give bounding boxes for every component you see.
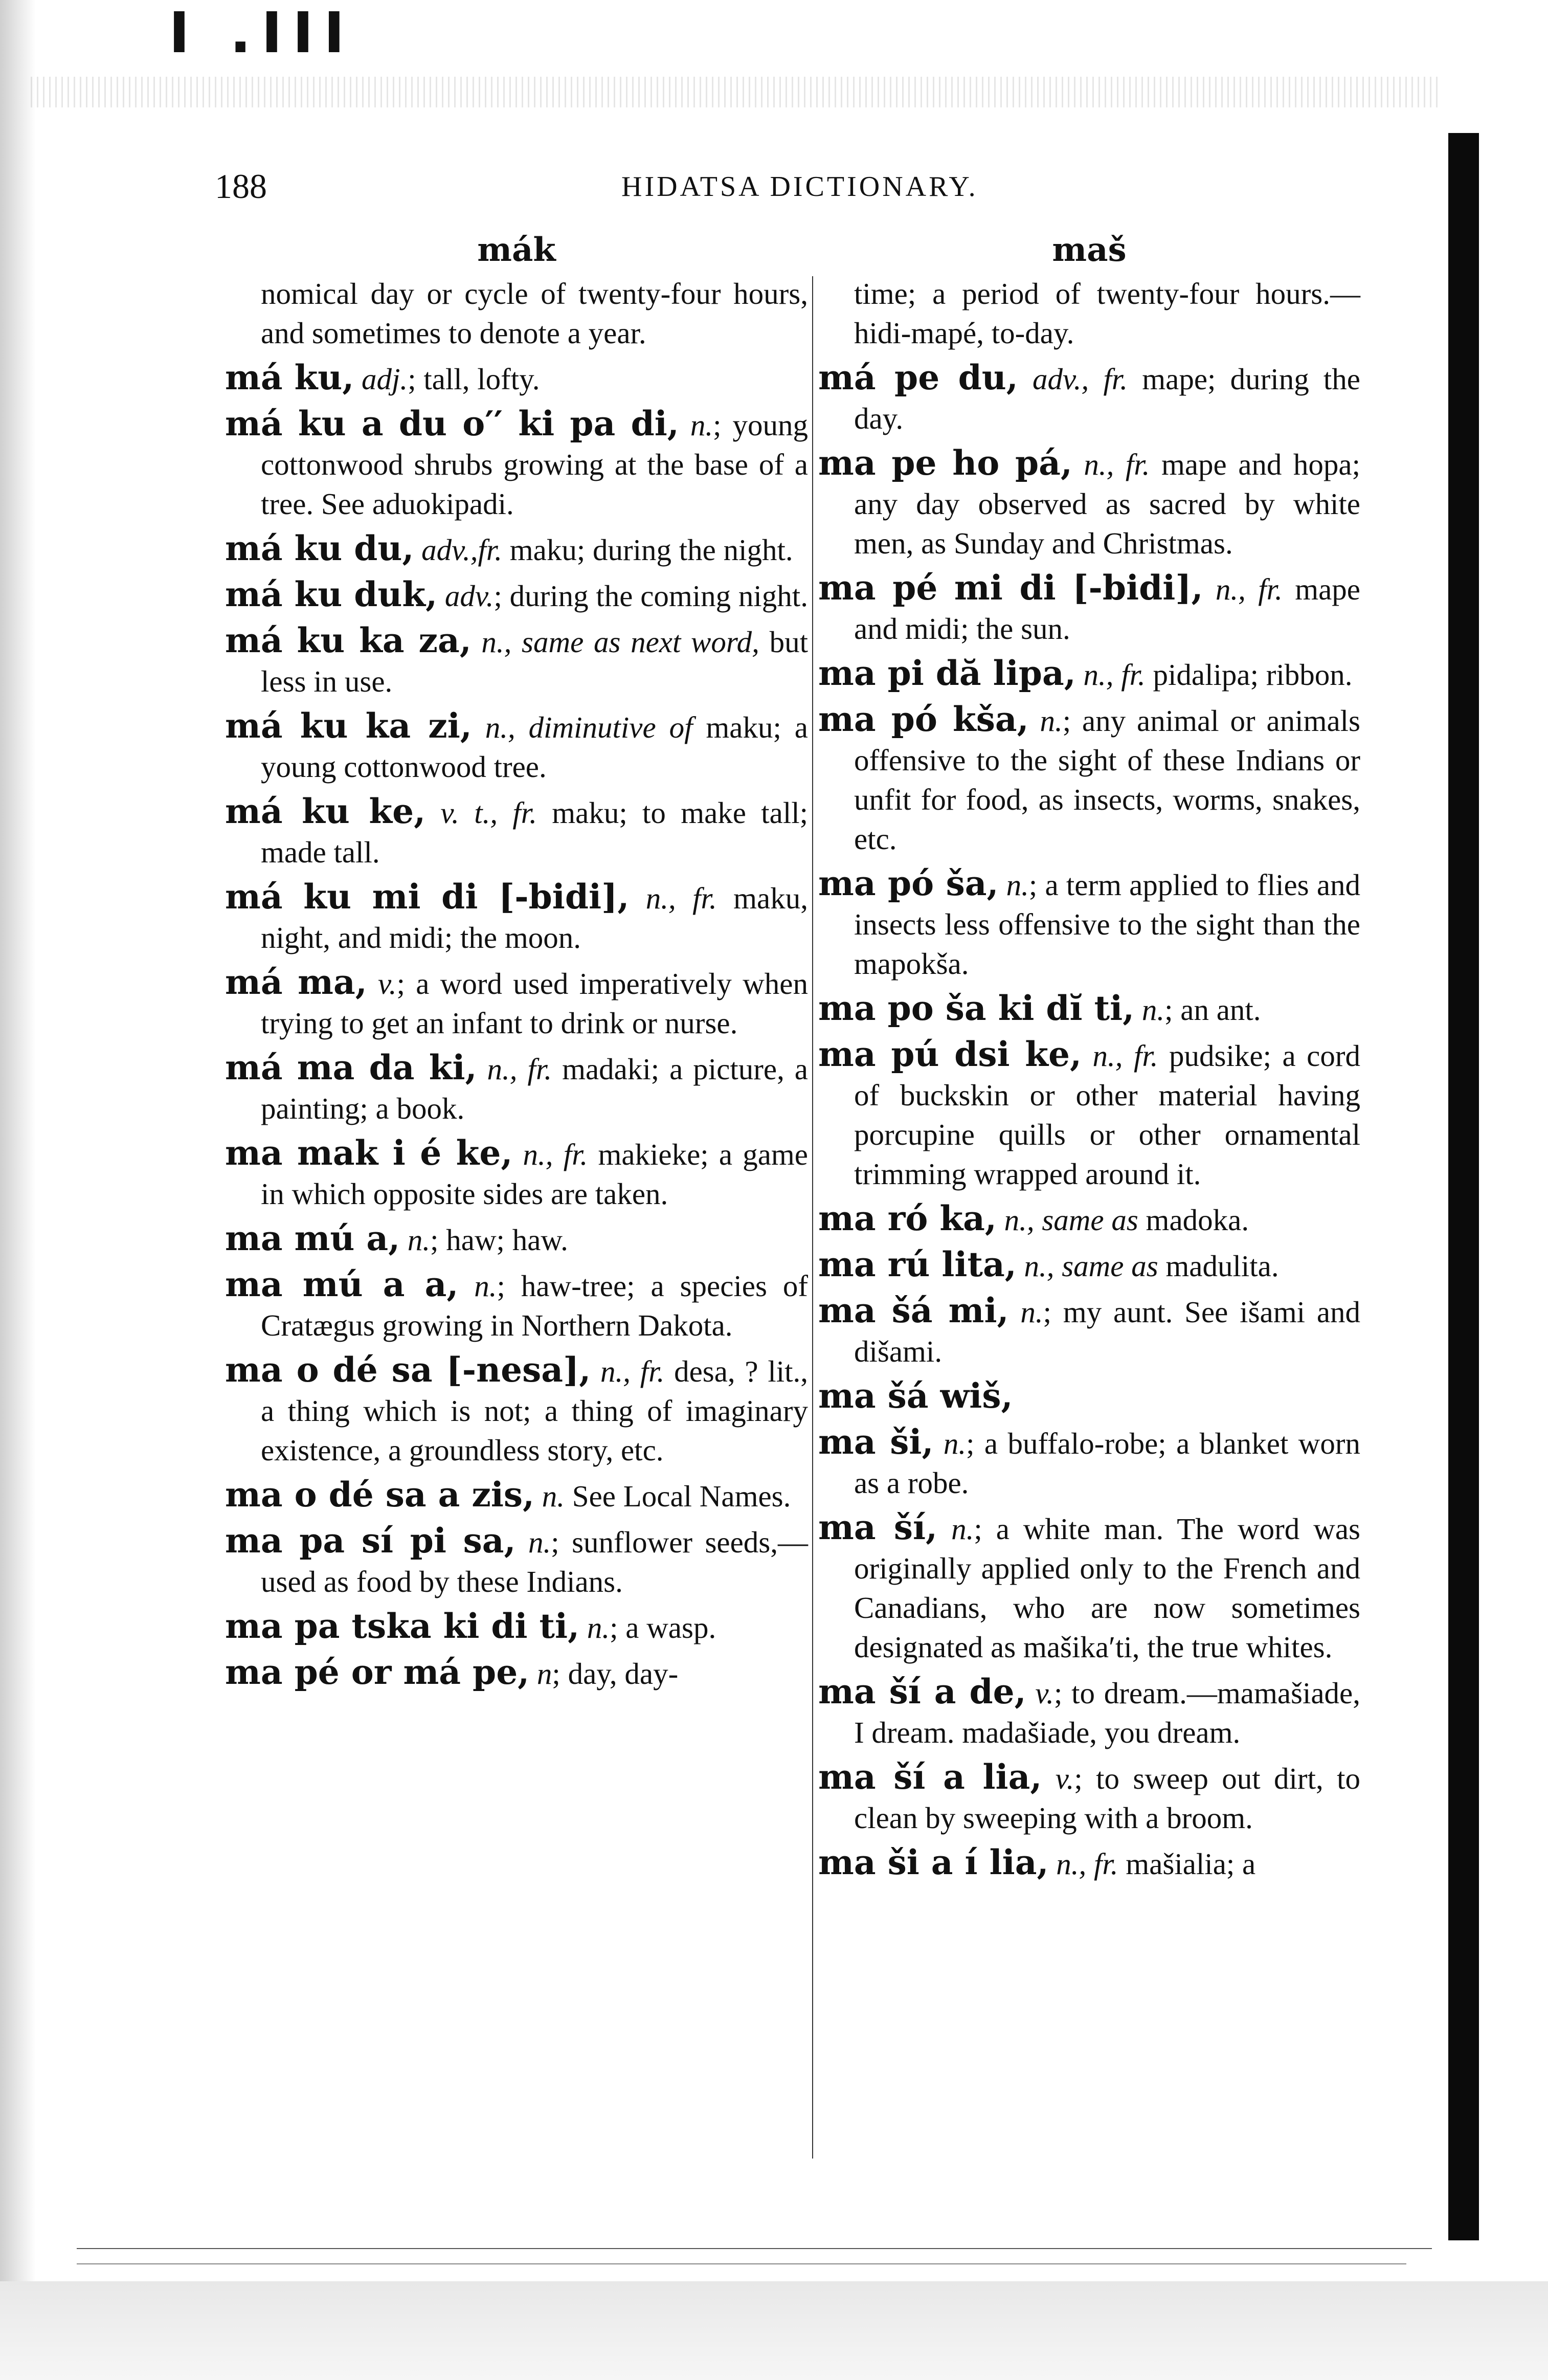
definition: ; a buffalo-robe; a blanket worn as a robe. [854, 1427, 1360, 1500]
scan-bottom-strip [0, 2281, 1548, 2380]
grammar-label: n. [690, 408, 713, 442]
page-number: 188 [215, 167, 267, 206]
headword: ma pó ša, [818, 863, 999, 903]
dictionary-entry [225, 1521, 808, 1602]
headword: má ku ke, [225, 791, 426, 831]
definition: mape; during the day. [854, 362, 1360, 435]
headword: má ku ka za, [225, 620, 472, 660]
grammar-label: n. [528, 1525, 551, 1559]
definition: mašialia; a [1118, 1847, 1256, 1881]
headword: ma ró ka, [818, 1198, 997, 1238]
grammar-label: v. [378, 967, 397, 1000]
headword: ma pó kša, [818, 699, 1029, 739]
grammar-label: n. [1141, 993, 1165, 1027]
headword: má ku ka zi, [225, 706, 472, 746]
definition: ; a wasp. [610, 1611, 716, 1644]
dictionary-entry [818, 1291, 1360, 1371]
headword: ma po ša ki dĭ ti, [818, 988, 1135, 1028]
dictionary-entry [818, 1672, 1360, 1752]
headword: má ku, [225, 358, 354, 397]
definition: madulita. [1158, 1249, 1279, 1283]
left-guide-word: mák [477, 231, 556, 269]
grammar-label: n., same as [1024, 1249, 1158, 1283]
definition: ; sunflower seeds,—used as food by these Indians. [261, 1525, 809, 1598]
bottom-rule [77, 2248, 1432, 2249]
dictionary-entry [818, 864, 1360, 984]
dictionary-entry [818, 1245, 1360, 1286]
definition: maku; to make tall; made tall. [261, 796, 809, 869]
bottom-rule-2 [77, 2263, 1406, 2264]
dictionary-entry [818, 989, 1360, 1030]
grammar-label: n. [587, 1611, 610, 1644]
dictionary-entry [225, 404, 808, 524]
headword: ma mú a a, [225, 1264, 459, 1304]
grammar-label: adv. [444, 579, 494, 613]
dictionary-entry [225, 877, 808, 958]
headword: ma ší, [818, 1507, 938, 1547]
dictionary-entry [818, 443, 1360, 563]
dictionary-entry [818, 700, 1360, 859]
dictionary-entry [225, 1265, 808, 1345]
headword: ma ší a lia, [818, 1757, 1042, 1797]
dictionary-entry [818, 1035, 1360, 1194]
right-column [818, 230, 1360, 2164]
definition: makieke; a game in which opposite sides are taken. [261, 1138, 808, 1211]
headword: ma rú lita, [818, 1244, 1017, 1284]
definition: time; a period of twenty-four hours.—hidi-mapé, to-day. [854, 277, 1360, 350]
definition: ; haw; haw. [430, 1223, 568, 1257]
dictionary-entry [225, 1133, 808, 1214]
right-guide-word: maš [1052, 231, 1127, 269]
top-scan-marks: I .III [169, 0, 355, 65]
headword: ma pé mi di [-bidi], [818, 568, 1203, 608]
grammar-label: n., fr. [1083, 658, 1146, 692]
grammar-label: adv.,fr. [421, 533, 503, 567]
definition: ; to sweep out dirt, to clean by sweeping with a broom. [854, 1762, 1360, 1835]
definition: ; young cottonwood shrubs growing at the base of a tree. See aduokipadi. [261, 408, 809, 521]
definition: maku; a young cottonwood tree. [261, 710, 808, 784]
page-left-shadow [0, 0, 36, 2380]
dictionary-entry [818, 1508, 1360, 1667]
definition: ; during the coming night. [493, 579, 808, 613]
headword: ma pé or má pe, [225, 1652, 530, 1692]
dictionary-entry [818, 1758, 1360, 1838]
headword: má ku mi di [-bidi], [225, 877, 630, 917]
headword: má ma da ki, [225, 1048, 477, 1087]
dictionary-entry [225, 273, 808, 353]
definition: ; an ant. [1164, 993, 1261, 1027]
grammar-label: n. [951, 1512, 974, 1546]
definition: mape and hopa; any day observed as sacred by white men, as Sunday and Christmas. [854, 448, 1360, 560]
definition: pudsike; a cord of buckskin or other material having porcupine quills or other ornamental trimming wrapped around it. [854, 1039, 1360, 1191]
headword: ma o dé sa a zis, [225, 1475, 535, 1515]
dictionary-entry [225, 1219, 808, 1260]
headword: ma pú dsi ke, [818, 1034, 1082, 1074]
headword: ma pi dă lipa, [818, 653, 1076, 693]
spine-shadow-bar [1448, 133, 1479, 2240]
headword: má pe du, [818, 358, 1018, 397]
dictionary-entry [818, 568, 1360, 649]
headword: ma pa sí pi sa, [225, 1521, 516, 1561]
grammar-label: n., same as next word, [481, 625, 759, 659]
dictionary-entry [818, 1422, 1360, 1503]
grammar-label: n., diminutive of [485, 710, 693, 744]
headword: ma mú a, [225, 1218, 400, 1258]
grammar-label: n [536, 1657, 552, 1691]
definition: but less in use. [261, 625, 808, 698]
grammar-label: n. [542, 1479, 565, 1513]
grammar-label: adv., fr. [1032, 362, 1128, 396]
definition: maku, night, and midi; the moon. [261, 881, 808, 954]
definition: ; any animal or animals offensive to the sight of these Indians or unfit for food, as insects, worms, snakes, etc. [854, 704, 1361, 856]
definition: pidalipa; ribbon. [1145, 658, 1353, 692]
dictionary-entry [818, 654, 1360, 695]
right-entries [818, 273, 1360, 1884]
grammar-label: n., fr. [523, 1138, 588, 1171]
dictionary-entry [225, 529, 808, 570]
dictionary-entry [818, 1199, 1360, 1240]
page-edge-noise [31, 77, 1442, 107]
grammar-label: n., fr. [487, 1052, 552, 1086]
grammar-label: v. [1055, 1762, 1074, 1795]
headword: ma mak i é ke, [225, 1133, 513, 1173]
grammar-label: n., fr. [1092, 1039, 1158, 1073]
dictionary-entry [225, 575, 808, 616]
definition: maku; during the night. [502, 533, 793, 567]
headword: ma ší a de, [818, 1672, 1026, 1711]
headword: má ku a du o′′ ki pa di, [225, 404, 679, 443]
grammar-label: n. [943, 1427, 967, 1460]
definition: mape and midi; the sun. [854, 572, 1360, 646]
grammar-label: v. t., fr. [440, 796, 537, 830]
dictionary-entry [225, 1350, 808, 1470]
grammar-label: v. [1035, 1676, 1054, 1710]
definition: desa, ? lit., a thing which is not; a thing of imaginary existence, a groundless story, etc. [261, 1354, 809, 1467]
dictionary-entry [225, 792, 808, 872]
grammar-label: n., fr. [1056, 1847, 1118, 1881]
definition: madoka. [1138, 1203, 1249, 1237]
definition: ; a term applied to flies and insects less offensive to the sight than the mapokša. [854, 868, 1361, 981]
headword: ma pa tska ki di ti, [225, 1606, 580, 1646]
definition: ; to dream.—mamašiade, I dream. madašiade, you dream. [854, 1676, 1360, 1749]
definition: ; tall, lofty. [408, 362, 540, 396]
grammar-label: n., fr. [1084, 448, 1150, 481]
column-divider [812, 276, 813, 2159]
grammar-label: n. [474, 1269, 497, 1303]
definition: nomical day or cycle of twenty-four hours, and sometimes to denote a year. [261, 277, 808, 350]
definition: ; my aunt. See išami and dišami. [854, 1295, 1361, 1368]
dictionary-entry [225, 1653, 808, 1694]
grammar-label: n., fr. [1215, 572, 1283, 606]
left-column [225, 230, 808, 2164]
dictionary-entry [818, 273, 1360, 353]
headword: ma šá wiš, [818, 1376, 1013, 1416]
headword: ma ši a í lia, [818, 1842, 1049, 1882]
grammar-label: n. [1040, 704, 1063, 738]
dictionary-entry [818, 1376, 1360, 1417]
grammar-label: n., fr. [600, 1354, 665, 1388]
dictionary-entry [225, 963, 808, 1043]
headword: má ku duk, [225, 574, 438, 614]
grammar-label: n. [1020, 1295, 1043, 1329]
dictionary-entry [225, 706, 808, 787]
dictionary-entry [818, 1843, 1360, 1884]
page-header [215, 166, 1007, 212]
left-entries [225, 273, 808, 1694]
headword: ma šá mi, [818, 1291, 1009, 1330]
definition: ; day, day- [552, 1657, 679, 1691]
grammar-label: n., fr. [645, 881, 717, 915]
grammar-label: n. [407, 1223, 431, 1257]
definition: ; a white man. The word was originally applied only to the French and Canadians, who are now sometimes designated as mašika′ti, the true whites. [854, 1512, 1360, 1664]
dictionary-entry [225, 621, 808, 701]
headword: má ma, [225, 962, 367, 1002]
dictionary-entry [818, 358, 1360, 438]
dictionary-entry [225, 1048, 808, 1128]
running-title: HIDATSA DICTIONARY. [621, 171, 978, 203]
dictionary-entry [225, 1475, 808, 1516]
headword: ma ši, [818, 1422, 934, 1462]
grammar-label: n. [1006, 868, 1029, 902]
grammar-label: n., same as [1004, 1203, 1138, 1237]
definition: ; haw-tree; a species of Cratægus growing in Northern Dakota. [261, 1269, 809, 1342]
definition: ; a word used imperatively when trying to get an infant to drink or nurse. [261, 967, 808, 1040]
dictionary-entry [225, 358, 808, 399]
headword: ma o dé sa [-nesa], [225, 1350, 591, 1390]
headword: má ku du, [225, 528, 414, 568]
dictionary-entry [225, 1607, 808, 1648]
definition: See Local Names. [565, 1479, 791, 1513]
headword: ma pe ho pá, [818, 443, 1072, 483]
grammar-label: adj. [362, 362, 408, 396]
definition: madaki; a picture, a painting; a book. [261, 1052, 808, 1125]
